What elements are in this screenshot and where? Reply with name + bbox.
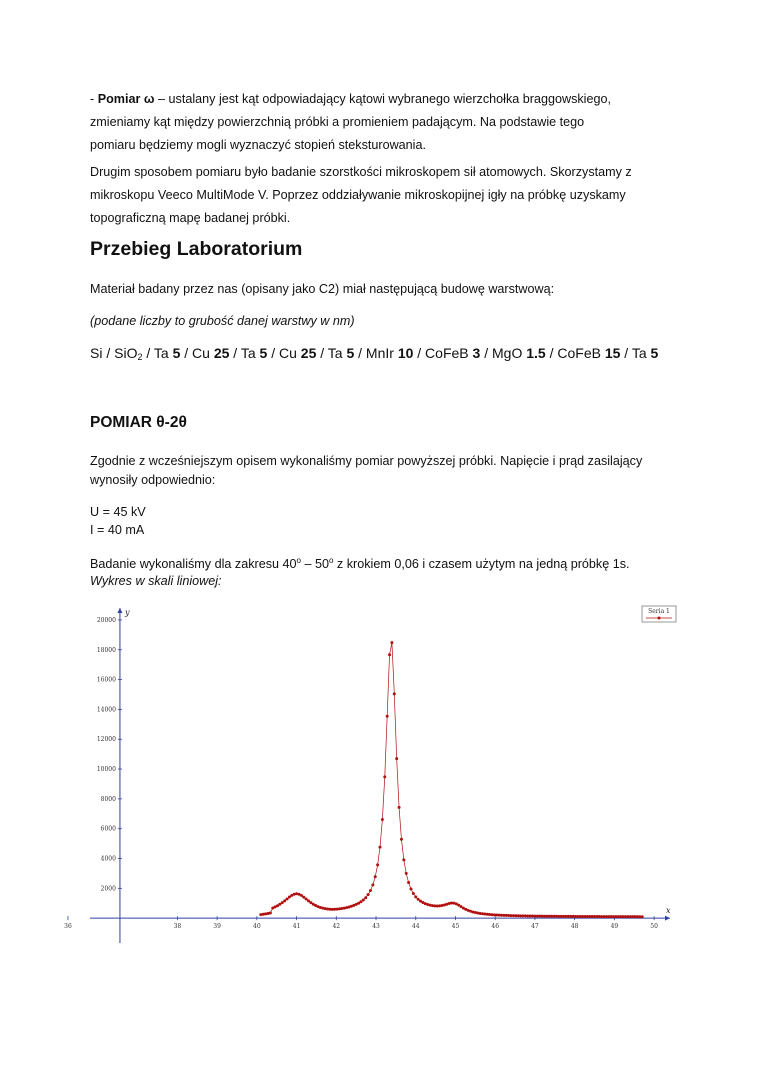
data-point [390,641,393,644]
layer-stack [90,345,658,362]
afm-paragraph [90,161,670,230]
range-text [90,556,630,571]
data-point [359,900,362,903]
data-point [388,653,391,656]
chart-caption: Wykres w skali liniowej: [90,574,222,588]
measurement-paragraph [90,452,670,490]
bullet-line-2: zmieniamy kąt między powierzchnią próbki a promieniem padającym. Na podstawie tego [90,115,585,129]
layer-separator: / MnIr [354,345,398,361]
x-tick-label: 36 [64,923,72,931]
range-part-1: Badanie wykonaliśmy dla zakresu 40 [90,557,297,571]
x-tick-label: 47 [531,923,539,931]
y-axis-arrow [117,608,122,613]
data-point [302,896,305,899]
data-point [374,875,377,878]
layer-thickness: 5 [172,345,181,361]
data-point [362,899,365,902]
data-point [407,881,410,884]
layer-si: Si / SiO [90,345,138,361]
data-point [414,895,417,898]
material-text: Materiał badany przez nas (opisany jako C2) miał następującą budowę warstwową: [90,282,555,296]
data-point [393,692,396,695]
afm-line-2: mikroskopu Veeco MultiMode V. Poprzez oddziaływanie mikroskopijnej igły na próbkę uzyskamy [90,188,626,202]
layer-separator: / Ta [620,345,651,361]
series-line [261,643,642,917]
data-point [286,897,289,900]
x-tick-label: 38 [173,923,182,931]
section-heading: Przebieg Laboratorium [90,238,303,260]
x-axis-arrow [665,916,670,921]
x-axis-label: x [666,906,671,916]
x-tick-label: 50 [650,923,658,931]
x-tick-label: 48 [570,923,579,931]
bullet-term: Pomiar ω [97,92,155,106]
data-point [364,896,367,899]
data-point [305,897,308,900]
data-point [386,715,389,718]
data-point [376,863,379,866]
legend-label: Seria 1 [648,608,670,615]
data-point [381,818,384,821]
range-part-3: z krokiem 0,06 i czasem użytym na jedną próbkę 1s. [333,557,630,571]
y-tick-label: 2000 [100,885,116,893]
data-point [379,846,382,849]
data-point [417,898,420,901]
layer-sio-subscript: 2 [137,352,143,362]
layer-separator: / Cu [267,345,301,361]
layer-thickness: 5 [346,345,355,361]
y-axis-label: y [124,608,130,617]
omega-bullet-paragraph [90,88,670,157]
layer-separator: / Ta [316,345,347,361]
y-tick-label: 6000 [100,825,116,833]
layer-thickness: 25 [213,345,230,361]
data-point [371,883,374,886]
layer-thickness: 5 [259,345,268,361]
y-tick-label: 14000 [96,706,116,714]
x-tick-label: 45 [451,923,460,931]
x-tick-label: 43 [372,923,380,931]
xrd-chart [64,600,680,950]
x-tick-label: 39 [213,923,221,931]
layer-list [142,345,658,361]
y-tick-label: 18000 [96,646,116,654]
data-point [412,892,415,895]
current-value: I = 40 mA [90,523,145,537]
y-tick-label: 12000 [96,736,116,744]
legend-marker [658,617,661,620]
degree-sign-1: o [296,556,301,565]
x-tick-label: 42 [332,923,341,931]
x-tick-label: 46 [491,923,500,931]
afm-line-1: Drugim sposobem pomiaru było badanie szorstkości mikroskopem sił atomowych. Skorzystamy z [90,165,632,179]
afm-line-3: topograficzną mapę badanej próbki. [90,211,291,225]
voltage-value: U = 45 kV [90,505,146,519]
y-tick-label: 16000 [96,676,116,684]
y-tick-label: 4000 [100,855,116,863]
data-point [369,889,372,892]
data-point [409,887,412,890]
data-point [269,912,272,915]
x-tick-label: 49 [610,923,619,931]
layer-thickness: 5 [650,345,659,361]
data-point [641,915,644,918]
layer-thickness: 3 [472,345,481,361]
layer-thickness: 10 [397,345,414,361]
layer-separator: / Ta [229,345,260,361]
data-point [395,757,398,760]
data-point [405,872,408,875]
data-point [400,838,403,841]
layer-thickness: 1.5 [526,345,546,361]
measurement-line-1: Zgodnie z wcześniejszym opisem wykonaliśmy pomiar powyższej próbki. Napięcie i prąd zasilający [90,454,643,468]
data-point [367,893,370,896]
layer-separator: / Ta [142,345,173,361]
data-point [283,899,286,902]
range-part-2: – 50 [300,557,329,571]
y-tick-label: 8000 [100,795,116,803]
bullet-line-1: – ustalany jest kąt odpowiadający kątowi wybranego wierzchołka braggowskiego, [154,92,611,106]
data-point [398,806,401,809]
degree-sign-2: o [328,556,334,565]
data-point [383,775,386,778]
layer-separator: / CoFeB [413,345,473,361]
measurement-heading: POMIAR θ-2θ [90,414,187,431]
data-point [281,901,284,904]
measurement-line-2: wynosiły odpowiednio: [90,473,216,487]
y-tick-label: 20000 [96,616,116,624]
layer-separator: / Cu [180,345,214,361]
data-point [307,899,310,902]
layer-separator: / MgO [480,345,527,361]
layer-thickness: 25 [300,345,317,361]
data-point [402,858,405,861]
layer-thickness: 15 [604,345,621,361]
x-tick-label: 41 [292,923,301,931]
layer-separator: / CoFeB [545,345,605,361]
bullet-dash: - [90,92,98,106]
y-tick-label: 10000 [96,766,116,774]
thickness-note: (podane liczby to grubość danej warstwy w nm) [90,314,355,328]
x-tick-label: 40 [253,923,261,931]
bullet-line-3: pomiaru będziemy mogli wyznaczyć stopień steksturowania. [90,138,426,152]
x-tick-label: 44 [411,923,420,931]
